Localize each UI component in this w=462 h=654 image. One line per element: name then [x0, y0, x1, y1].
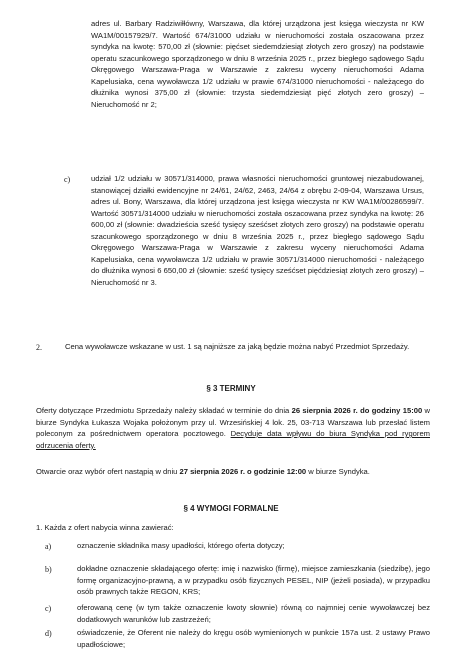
list-label-c: c): [64, 175, 71, 184]
section-3-paragraph-1: [36, 405, 430, 451]
paragraph-2-label: 2.: [36, 343, 42, 352]
list-item-b-continuation: adres ul. Barbary Radziwiłłówny, Warszawa, dla której urządzona jest księga wieczysta nr KW WA1M/00157929/7. Wartość 674/31000 udziału w nieruchomości została oszacowana przez syndyka na kwotę: 570,00 zł (słownie: pięćset siedemdziesiąt złotych zero groszy) na podstawie operatu szacunkowego sporządzonego w dniu 8 września 2025 r., przez biegłego sądowego Sądu Okręgowego Warszawa-Praga w Warszawie z zakresu wyceny nieruchomości Adama Kapelusiaka, cena wywoławcza 1/2 udziału w prawie 674/31000 nieruchomości - należącego do dłużnika wynosi 375,00 zł (słownie: trzysta siedemdziesiąt pięć złotych zero groszy) – Nieruchomość nr 2;: [91, 19, 424, 109]
paragraph-2: Cena wywoławcze wskazane w ust. 1 są najniższe za jaką będzie można nabyć Przedmiot Sprzedaży.: [65, 342, 410, 351]
list-item-c: udział 1/2 udziału w 30571/314000, prawa własności nieruchomości gruntowej niezabudowanej, stanowiącej działki ewidencyjne nr 24/61, 24/62, 2463, 24/64 z obrębu 2-09-04, Warszawa Ursus, adres ul. Bony, Warszawa, dla której urządzona jest księga wieczysta nr KW WA1M/00286599/7. Wartość 30571/314000 udziału w nieruchomości została oszacowana przez syndyka na kwotę: 26 600,00 zł (słownie: dwadzieścia sześć tysięcy sześćset złotych zero groszy) na podstawie operatu szacunkowego sporządzonego w dniu 8 września 2025 r., przez biegłego sądowego Sądu Okręgowego Warszawa-Praga w Warszawie z zakresu wyceny nieruchomości Adama Kapelusiaka, cena wywoławcza 1/2 udziału w prawie 30571/314000 nieruchomości - należącego do dłużnika wynosi 6 650,00 zł (słownie: sześć tysięcy sześćset pięćdziesiąt złotych zero groszy) – Nieruchomość nr 3.: [91, 174, 424, 287]
requirement-item-b: dokładne oznaczenie składającego ofertę: imię i nazwisko (firmę), miejsce zamieszkania (siedzibę), jego formę organizacyjno-prawną, a w przypadku osób fizycznych PESEL, NIP (jeżeli posiada), w przypadku osób prawnych także REGON, KRS;: [77, 564, 430, 597]
deadline-date: 26 sierpnia 2026 r. do godziny 15:00: [291, 406, 423, 415]
opening-location: w biurze Syndyka.: [306, 467, 370, 476]
deadline-intro: Oferty dotyczące Przedmiotu Sprzedaży należy składać w terminie do dnia: [36, 406, 292, 415]
opening-date: 27 sierpnia 2026 r. o godzinie 12:00: [179, 467, 307, 476]
section-4-heading: § 4 WYMOGI FORMALNE: [183, 504, 279, 513]
requirement-item-a: oznaczenie składnika masy upadłości, którego oferta dotyczy;: [77, 541, 285, 550]
requirement-label-d: d): [45, 629, 52, 638]
section-3-paragraph-2: [36, 466, 430, 478]
requirement-item-d: oświadczenie, że Oferent nie należy do kręgu osób wymienionych w punkcie 157a ust. 2 ustawy Prawo upadłościowe;: [77, 628, 430, 649]
requirement-label-b: b): [45, 565, 52, 574]
requirement-label-a: a): [45, 542, 52, 551]
requirement-item-c: oferowaną cenę (w tym także oznaczenie kwoty słownie) równą co najmniej cenie wywoławczej bez dodatkowych warunków lub zastrzeżeń;: [77, 603, 430, 624]
deadline-location: w biurze Syndyka Łukasza Wojaka położonym przy ul. Wrzesińskiej 4 lok. 25, 03-713 Warszawa lub przesłać listem poleconym za pośrednictwem operatora pocztowego.: [36, 406, 431, 439]
section-3-heading: § 3 TERMINY: [206, 384, 256, 393]
section-4-intro: 1. Każda z ofert nabycia winna zawierać:: [36, 523, 174, 532]
opening-intro: Otwarcie oraz wybór ofert nastąpią w dniu: [36, 467, 180, 476]
requirement-label-c: c): [45, 604, 52, 613]
deadline-note: Decyduje data wpływu do biura Syndyka pod rygorem odrzucenia oferty.: [36, 429, 430, 450]
